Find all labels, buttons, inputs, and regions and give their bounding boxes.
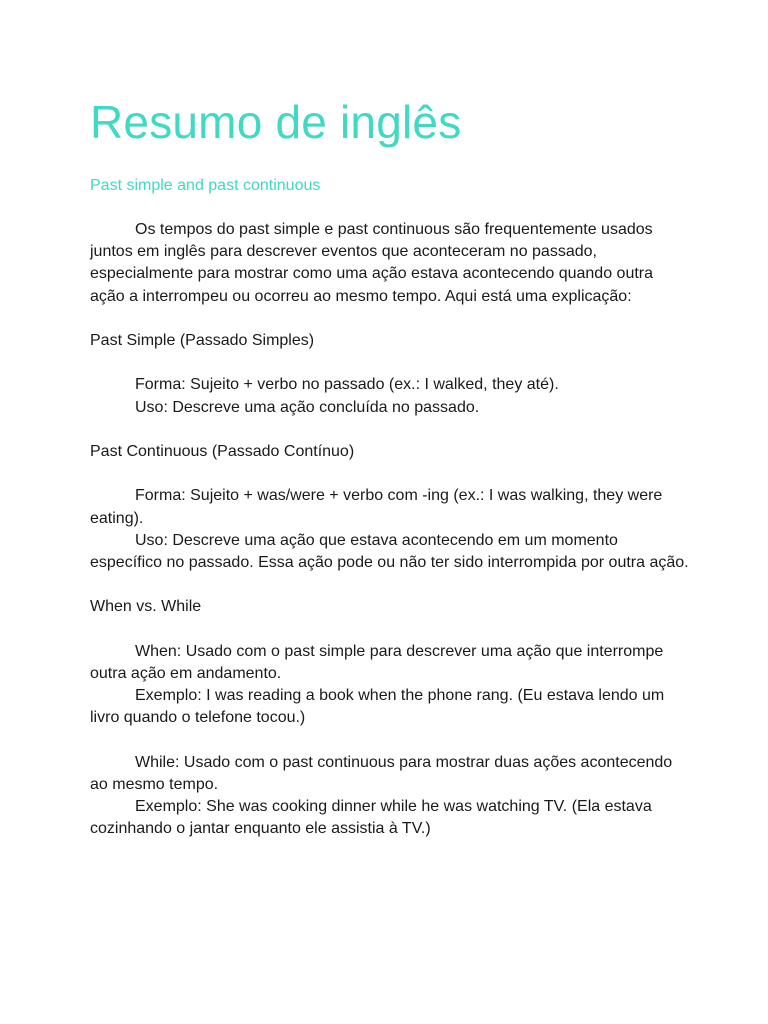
when-while-heading: When vs. While [90,598,202,616]
when-explanation: When: Usado com o past simple para descrever uma ação que interrompe outra ação em andamento. [90,642,664,682]
past-simple-form: Forma: Sujeito + verbo no passado (ex.: I walked, they até). [135,376,559,394]
past-continuous-heading: Past Continuous (Passado Contínuo) [90,442,355,460]
intro-paragraph: Os tempos do past simple e past continuous são frequentemente usados juntos em inglês para descrever eventos que aconteceram no passado, especialmente para mostrar como uma ação estava acontecendo quando outra ação a interrompeu ou ocorreu ao mesmo tempo. Aqui está uma explicação: [90,221,654,305]
spacer [90,463,690,485]
past-simple-use: Uso: Descreve uma ação concluída no passado. [135,398,480,416]
document-body [90,219,690,841]
when-example: Exemplo: I was reading a book when the phone rang. (Eu estava lendo um livro quando o telefone tocou.) [90,687,665,727]
document-title: Resumo de inglês [90,96,462,148]
past-continuous-form: Forma: Sujeito + was/were + verbo com -ing (ex.: I was walking, they were eating). [90,487,663,527]
document-subtitle: Past simple and past continuous [90,177,321,194]
spacer [90,619,690,641]
past-simple-heading: Past Simple (Passado Simples) [90,332,315,349]
spacer [90,730,690,752]
spacer [90,308,690,330]
past-continuous-use: Uso: Descreve uma ação que estava acontecendo em um momento específico no passado. Essa ação pode ou não ter sido interrompida por outra ação. [90,531,689,571]
spacer [90,352,690,374]
while-explanation: While: Usado com o past continuous para mostrar duas ações acontecendo ao mesmo tempo. [90,753,673,793]
while-example: Exemplo: She was cooking dinner while he was watching TV. (Ela estava cozinhando o jantar enquanto ele assistia à TV.) [90,798,652,838]
spacer [90,574,690,596]
spacer [90,419,690,441]
